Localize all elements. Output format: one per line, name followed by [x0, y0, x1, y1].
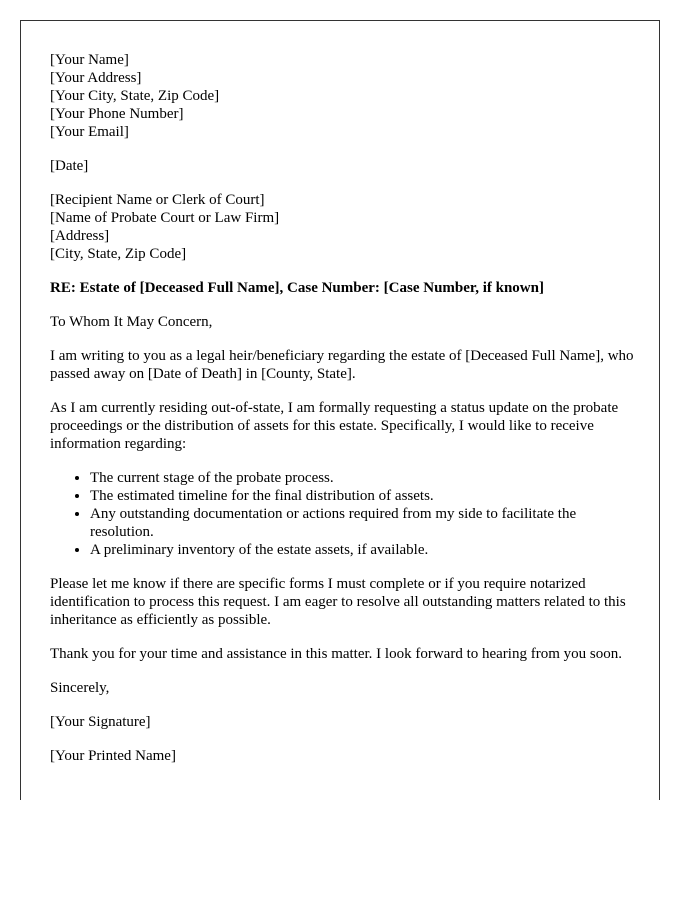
recipient-name: [Recipient Name or Clerk of Court] [50, 192, 265, 208]
printed-name: [Your Printed Name] [50, 748, 176, 764]
subject-line: RE: Estate of [Deceased Full Name], Case Number: [Case Number, if known] [50, 280, 544, 296]
request-paragraph: As I am currently residing out-of-state, I am formally requesting a status update on the probate proceedings or the distribution of assets for this estate. Specifically, I would like to receive information regarding: [50, 400, 619, 452]
sign-off: Sincerely, [50, 680, 110, 696]
forms-paragraph: Please let me know if there are specific forms I must complete or if you require notarized identification to process this request. I am eager to resolve all outstanding matters related to this inheritance as efficiently as possible. [50, 576, 626, 628]
list-item: • Any outstanding documentation or actions required from my side to facilitate the resolution. [90, 505, 640, 541]
list-item: • The estimated timeline for the final distribution of assets. [90, 487, 640, 505]
intro-paragraph: I am writing to you as a legal heir/beneficiary regarding the estate of [Deceased Full Name], who passed away on [Date of Death] in [County, State]. [50, 348, 634, 382]
sender-name: [Your Name] [50, 52, 129, 68]
sender-block [50, 51, 640, 141]
recipient-city-state-zip: [City, State, Zip Code] [50, 246, 187, 262]
letter-page [20, 20, 660, 800]
recipient-address: [Address] [50, 228, 110, 244]
sender-email: [Your Email] [50, 124, 129, 140]
signature-placeholder: [Your Signature] [50, 714, 151, 730]
recipient-organization: [Name of Probate Court or Law Firm] [50, 210, 280, 226]
request-list [50, 469, 640, 559]
sender-address: [Your Address] [50, 70, 142, 86]
sender-city-state-zip: [Your City, State, Zip Code] [50, 88, 220, 104]
recipient-block [50, 191, 640, 263]
thanks-paragraph: Thank you for your time and assistance in this matter. I look forward to hearing from you soon. [50, 646, 622, 662]
list-item: • The current stage of the probate process. [90, 469, 640, 487]
letter-date: [Date] [50, 158, 89, 174]
salutation: To Whom It May Concern, [50, 314, 213, 330]
list-item: • A preliminary inventory of the estate assets, if available. [90, 541, 640, 559]
sender-phone: [Your Phone Number] [50, 106, 184, 122]
letter-body [50, 51, 640, 781]
